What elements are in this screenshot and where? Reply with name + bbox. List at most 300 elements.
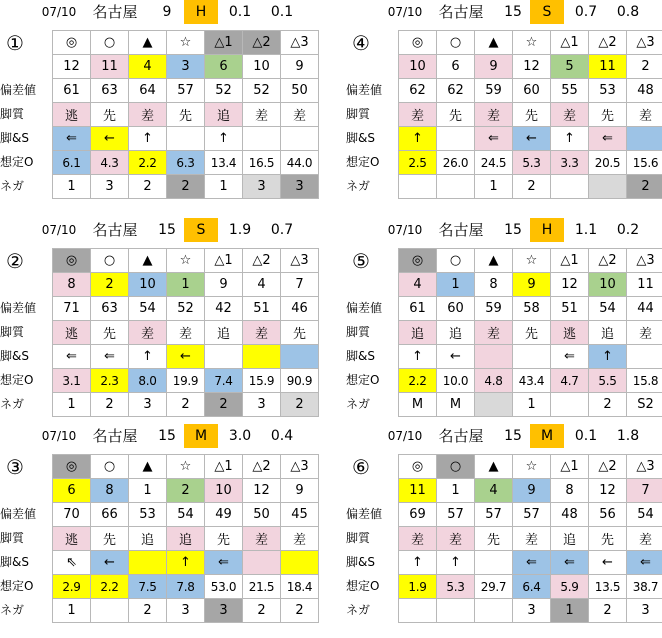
table-cell: 追: [129, 527, 167, 551]
table-cell: 5.5: [589, 369, 627, 393]
table-cell: 1: [205, 175, 243, 199]
race-header: [346, 218, 662, 242]
row-label: 想定O: [0, 579, 34, 593]
table-cell: 先: [91, 321, 129, 345]
table-cell: 3.3: [551, 151, 589, 175]
negative-row: [53, 393, 319, 417]
table-cell: 7.4: [205, 369, 243, 393]
field-size: 15: [158, 428, 176, 444]
table-cell: 先: [205, 527, 243, 551]
table-cell: 52: [167, 297, 205, 321]
table-cell: 2: [627, 175, 662, 199]
table-cell: 8.0: [129, 369, 167, 393]
row-label: ネガ: [346, 397, 371, 411]
row-label: 脚質: [0, 531, 25, 545]
table-cell: ☆: [513, 31, 551, 55]
table-cell: 差: [129, 103, 167, 127]
table-cell: ↑: [437, 551, 475, 575]
table-cell: ☆: [167, 455, 205, 479]
race-date: 07/10: [41, 5, 77, 19]
table-cell: 7.5: [129, 575, 167, 599]
table-cell: ⇐: [589, 127, 627, 151]
table-cell: 2.9: [53, 575, 91, 599]
table-cell: △1: [205, 249, 243, 273]
table-cell: 11: [627, 273, 662, 297]
row-label: 偏差値: [346, 301, 383, 315]
table-cell: 54: [129, 297, 167, 321]
odds-row: [53, 151, 319, 175]
table-cell: ▲: [475, 249, 513, 273]
table-cell: 48: [627, 79, 662, 103]
table-cell: 10: [205, 479, 243, 503]
row-label: 脚&S: [0, 349, 29, 363]
table-cell: 62: [399, 79, 437, 103]
table-cell: 先: [513, 321, 551, 345]
style-row: [53, 103, 319, 127]
table-cell: 5.3: [437, 575, 475, 599]
table-cell: 逃: [53, 321, 91, 345]
number-row: [399, 55, 662, 79]
table-cell: 7: [281, 273, 319, 297]
race-panel: [346, 424, 662, 624]
table-cell: 9: [205, 273, 243, 297]
row-label: 偏差値: [0, 83, 37, 97]
index-value-2: 0.4: [270, 428, 294, 444]
track-name: 名古屋: [92, 221, 138, 239]
table-cell: ↑: [399, 345, 437, 369]
table-cell: △1: [551, 31, 589, 55]
style-row: [399, 321, 662, 345]
table-cell: 10: [589, 273, 627, 297]
table-cell: △2: [243, 455, 281, 479]
deviation-row: [399, 297, 662, 321]
table-cell: 1: [53, 599, 91, 623]
table-cell: 2.5: [399, 151, 437, 175]
table-cell: 10: [243, 55, 281, 79]
table-cell: 9: [281, 55, 319, 79]
table-cell: ⇐: [205, 551, 243, 575]
table-cell: 差: [551, 103, 589, 127]
table-cell: 差: [475, 321, 513, 345]
table-cell: ⇐: [551, 551, 589, 575]
mark-row: [53, 249, 319, 273]
table-cell: 追: [399, 321, 437, 345]
negative-row: [53, 599, 319, 623]
table-cell: △2: [589, 31, 627, 55]
table-cell: 差: [281, 103, 319, 127]
table-cell: ←: [437, 345, 475, 369]
table-cell: 逃: [551, 321, 589, 345]
table-cell: 追: [205, 321, 243, 345]
race-date: 07/10: [41, 223, 77, 237]
table-cell: 9: [513, 273, 551, 297]
table-cell: 1: [167, 273, 205, 297]
prediction-table: [398, 30, 662, 199]
race-date: 07/10: [41, 429, 77, 443]
table-cell: 差: [627, 321, 662, 345]
table-cell: 1.9: [399, 575, 437, 599]
negative-row: [399, 175, 662, 199]
table-cell: 71: [53, 297, 91, 321]
prediction-table: [52, 30, 319, 199]
table-cell: ⇖: [53, 551, 91, 575]
race-panel: [0, 218, 316, 418]
leg-row: [399, 127, 662, 151]
table-cell: 2.2: [129, 151, 167, 175]
table-cell: △1: [205, 455, 243, 479]
table-cell: 差: [243, 321, 281, 345]
table-cell: 先: [281, 321, 319, 345]
prediction-table: [398, 248, 662, 417]
table-cell: 7.8: [167, 575, 205, 599]
table-cell: 逃: [53, 527, 91, 551]
odds-row: [399, 369, 662, 393]
table-cell: 差: [243, 103, 281, 127]
table-cell: 1: [53, 393, 91, 417]
race-date: 07/10: [387, 223, 423, 237]
table-cell: 差: [627, 103, 662, 127]
table-cell: [437, 599, 475, 623]
table-cell: 24.5: [475, 151, 513, 175]
row-label: 脚質: [0, 325, 25, 339]
table-cell: 2: [91, 273, 129, 297]
row-label: 脚&S: [346, 349, 375, 363]
table-cell: ▲: [129, 249, 167, 273]
table-cell: [399, 175, 437, 199]
table-cell: 先: [475, 527, 513, 551]
table-cell: 48: [551, 503, 589, 527]
table-cell: [243, 551, 281, 575]
row-label: 脚質: [346, 107, 371, 121]
index-value-2: 0.1: [270, 4, 294, 20]
table-cell: 4.3: [91, 151, 129, 175]
row-label: 脚質: [346, 531, 371, 545]
table-cell: 2: [281, 599, 319, 623]
table-cell: 6: [205, 55, 243, 79]
table-cell: M: [437, 393, 475, 417]
style-row: [399, 103, 662, 127]
table-cell: △2: [243, 31, 281, 55]
table-cell: △3: [281, 31, 319, 55]
negative-row: [53, 175, 319, 199]
table-cell: 差: [129, 321, 167, 345]
mark-row: [53, 455, 319, 479]
table-cell: ↑: [205, 127, 243, 151]
table-cell: 先: [513, 103, 551, 127]
table-cell: 追: [205, 103, 243, 127]
table-cell: 6.1: [53, 151, 91, 175]
table-cell: 6.3: [167, 151, 205, 175]
deviation-row: [53, 297, 319, 321]
prediction-table: [398, 454, 662, 623]
row-label: 脚&S: [346, 555, 375, 569]
table-cell: 12: [589, 479, 627, 503]
table-cell: [437, 175, 475, 199]
table-cell: 4.8: [475, 369, 513, 393]
table-cell: 2: [589, 599, 627, 623]
table-cell: 53: [589, 79, 627, 103]
table-cell: [243, 345, 281, 369]
table-cell: 58: [513, 297, 551, 321]
field-size: 15: [158, 222, 176, 238]
table-cell: 10: [399, 55, 437, 79]
index-value-2: 0.7: [270, 222, 294, 238]
deviation-row: [399, 79, 662, 103]
number-row: [399, 273, 662, 297]
table-cell: 26.0: [437, 151, 475, 175]
field-size: 9: [162, 4, 172, 20]
table-cell: [205, 345, 243, 369]
table-cell: 1: [129, 479, 167, 503]
table-cell: 差: [167, 321, 205, 345]
track-condition-badge: S: [530, 0, 564, 24]
table-cell: 差: [399, 103, 437, 127]
table-cell: M: [399, 393, 437, 417]
table-cell: ▲: [129, 455, 167, 479]
leg-row: [53, 127, 319, 151]
table-cell: 1: [551, 599, 589, 623]
table-cell: 57: [167, 79, 205, 103]
table-cell: [475, 551, 513, 575]
index-value-1: 0.1: [574, 428, 598, 444]
style-row: [53, 527, 319, 551]
table-cell: △1: [551, 249, 589, 273]
table-cell: 逃: [53, 103, 91, 127]
table-cell: 11: [399, 479, 437, 503]
table-cell: 52: [243, 79, 281, 103]
table-cell: 18.4: [281, 575, 319, 599]
table-cell: 13.5: [589, 575, 627, 599]
table-cell: 9: [281, 479, 319, 503]
table-cell: ⇐: [53, 127, 91, 151]
table-cell: 4: [129, 55, 167, 79]
race-panel: [0, 424, 316, 624]
table-cell: 2: [205, 393, 243, 417]
table-cell: 10: [129, 273, 167, 297]
table-cell: ←: [589, 551, 627, 575]
row-label: 偏差値: [0, 507, 37, 521]
prediction-table: [52, 454, 319, 623]
table-cell: 2.2: [399, 369, 437, 393]
race-header: [0, 424, 316, 448]
table-cell: 12: [551, 273, 589, 297]
table-cell: ↑: [399, 551, 437, 575]
row-label: 脚質: [346, 325, 371, 339]
track-name: 名古屋: [438, 3, 484, 21]
table-cell: 1: [437, 273, 475, 297]
number-row: [399, 479, 662, 503]
table-cell: 3: [129, 393, 167, 417]
table-cell: 3: [243, 393, 281, 417]
table-cell: 56: [589, 503, 627, 527]
table-cell: 50: [281, 79, 319, 103]
table-cell: 55: [551, 79, 589, 103]
mark-row: [399, 31, 662, 55]
table-cell: [243, 127, 281, 151]
index-value-2: 1.8: [616, 428, 640, 444]
table-cell: ↑: [129, 127, 167, 151]
negative-row: [399, 393, 662, 417]
table-cell: ↑: [399, 127, 437, 151]
track-condition-badge: M: [530, 424, 564, 448]
table-cell: ⇐: [627, 551, 662, 575]
table-cell: 20.5: [589, 151, 627, 175]
table-cell: ◎: [399, 455, 437, 479]
table-cell: 42: [205, 297, 243, 321]
table-cell: 6: [53, 479, 91, 503]
table-cell: 先: [589, 103, 627, 127]
table-cell: 61: [53, 79, 91, 103]
table-cell: 44.0: [281, 151, 319, 175]
table-cell: 追: [551, 527, 589, 551]
table-cell: ↑: [167, 551, 205, 575]
table-cell: [627, 345, 662, 369]
number-row: [53, 55, 319, 79]
table-cell: 45: [281, 503, 319, 527]
table-cell: 差: [475, 103, 513, 127]
row-label: 脚&S: [346, 131, 375, 145]
index-value-1: 3.0: [228, 428, 252, 444]
table-cell: ◎: [53, 249, 91, 273]
table-cell: [475, 345, 513, 369]
table-cell: ○: [91, 31, 129, 55]
table-cell: [91, 599, 129, 623]
track-name: 名古屋: [438, 427, 484, 445]
table-cell: 2: [281, 393, 319, 417]
index-value-2: 0.8: [616, 4, 640, 20]
table-cell: [399, 599, 437, 623]
row-label: ネガ: [346, 603, 371, 617]
prediction-table: [52, 248, 319, 417]
table-cell: 3: [167, 55, 205, 79]
table-cell: 51: [551, 297, 589, 321]
table-cell: ☆: [513, 249, 551, 273]
row-label: ネガ: [0, 603, 25, 617]
table-cell: 3: [513, 599, 551, 623]
race-number-mark: ⑤: [352, 249, 370, 273]
table-cell: 12: [513, 55, 551, 79]
race-number-mark: ②: [6, 249, 24, 273]
row-label: 想定O: [346, 155, 380, 169]
odds-row: [53, 369, 319, 393]
number-row: [53, 479, 319, 503]
table-cell: 3: [205, 599, 243, 623]
table-cell: 3: [281, 175, 319, 199]
table-cell: 5.3: [513, 151, 551, 175]
table-cell: ◎: [53, 455, 91, 479]
table-cell: S2: [627, 393, 662, 417]
table-cell: ▲: [475, 455, 513, 479]
track-name: 名古屋: [92, 3, 138, 21]
row-label: 想定O: [346, 373, 380, 387]
table-cell: [551, 393, 589, 417]
table-cell: 11: [589, 55, 627, 79]
table-cell: 4.7: [551, 369, 589, 393]
race-header: [0, 218, 316, 242]
table-cell: 9: [475, 55, 513, 79]
track-name: 名古屋: [438, 221, 484, 239]
race-date: 07/10: [387, 5, 423, 19]
table-cell: [627, 127, 662, 151]
table-cell: 差: [399, 527, 437, 551]
table-cell: 50: [243, 503, 281, 527]
race-number-mark: ④: [352, 31, 370, 55]
table-cell: 追: [167, 527, 205, 551]
deviation-row: [53, 503, 319, 527]
style-row: [399, 527, 662, 551]
table-cell: 2: [167, 393, 205, 417]
table-cell: [551, 175, 589, 199]
field-size: 15: [504, 222, 522, 238]
row-label: 脚&S: [0, 555, 29, 569]
table-cell: ○: [437, 31, 475, 55]
table-cell: 4: [399, 273, 437, 297]
table-cell: 追: [437, 321, 475, 345]
table-cell: 8: [53, 273, 91, 297]
table-cell: 7: [627, 479, 662, 503]
table-cell: 差: [281, 527, 319, 551]
table-cell: 先: [589, 527, 627, 551]
track-condition-badge: H: [530, 218, 564, 242]
table-cell: 差: [437, 527, 475, 551]
table-cell: 63: [91, 79, 129, 103]
table-cell: ☆: [513, 455, 551, 479]
table-cell: 差: [627, 527, 662, 551]
race-number-mark: ③: [6, 455, 24, 479]
table-cell: 69: [399, 503, 437, 527]
table-cell: ◎: [399, 31, 437, 55]
race-panel: [346, 0, 662, 200]
table-cell: 1: [513, 393, 551, 417]
row-label: ネガ: [0, 397, 25, 411]
leg-row: [399, 551, 662, 575]
table-cell: 2: [627, 55, 662, 79]
table-cell: ⇐: [53, 345, 91, 369]
table-cell: 21.5: [243, 575, 281, 599]
table-cell: 53: [129, 503, 167, 527]
table-cell: ◎: [399, 249, 437, 273]
table-cell: △1: [205, 31, 243, 55]
table-cell: ☆: [167, 249, 205, 273]
mark-row: [399, 249, 662, 273]
table-cell: 52: [205, 79, 243, 103]
index-value-2: 0.2: [616, 222, 640, 238]
table-cell: 3: [167, 599, 205, 623]
table-cell: 66: [91, 503, 129, 527]
track-condition-badge: H: [184, 0, 218, 24]
index-value-1: 0.1: [228, 4, 252, 20]
row-label: 脚&S: [0, 131, 29, 145]
row-label: 偏差値: [346, 83, 383, 97]
table-cell: [589, 175, 627, 199]
index-value-1: 1.9: [228, 222, 252, 238]
field-size: 15: [504, 428, 522, 444]
race-header: [346, 0, 662, 24]
race-header: [346, 424, 662, 448]
table-cell: △3: [281, 455, 319, 479]
table-cell: 2: [129, 599, 167, 623]
odds-row: [399, 151, 662, 175]
table-cell: 64: [129, 79, 167, 103]
style-row: [53, 321, 319, 345]
table-cell: ⇐: [91, 345, 129, 369]
deviation-row: [399, 503, 662, 527]
table-cell: 追: [589, 321, 627, 345]
table-cell: 6: [437, 55, 475, 79]
table-cell: [129, 551, 167, 575]
table-cell: ⇐: [475, 127, 513, 151]
race-date: 07/10: [387, 429, 423, 443]
